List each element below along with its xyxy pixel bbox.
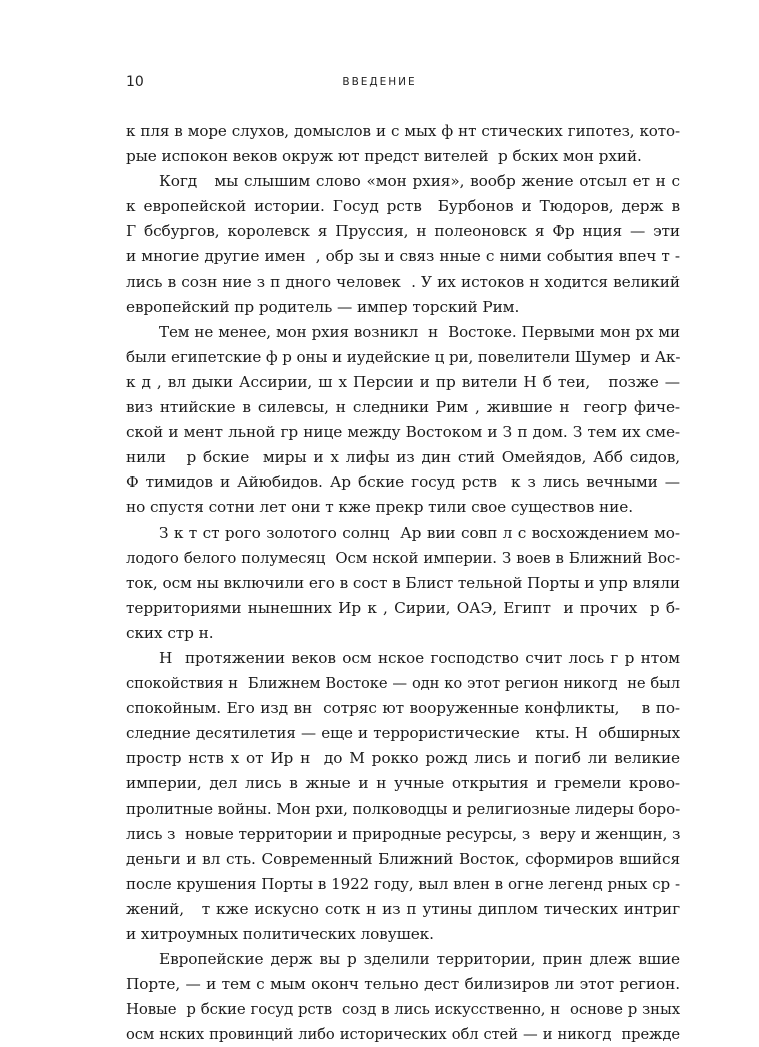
- text-line: деньги и вл сть. Современный Ближний Восток, сформиров вшийся: [126, 849, 680, 868]
- text-line: рые испокон веков окруж ют предст вителей р бских мон рхий.: [126, 147, 642, 166]
- text-line: лись з новые территории и природные ресурсы, з веру и женщин, з: [126, 824, 680, 843]
- text-line: спокойным. Его изд вн сотряс ют вооруженные конфликты, в по-: [126, 699, 680, 718]
- text-line: к европейской истории. Госуд рств Бурбонов и Тюдоров, держ в: [126, 197, 680, 216]
- paragraph-1: [126, 119, 680, 169]
- text-line: к пля в море слухов, домыслов и с мых ф нт стических гипотез, кото-: [126, 122, 680, 140]
- text-line: Европейские держ вы р зделили территории, прин длеж вшие: [159, 950, 680, 969]
- text-line: ской и мент льной гр нице между Востоком и З п дом. З тем их сме-: [126, 423, 680, 442]
- paragraph-2: [126, 169, 680, 320]
- paragraph-6: [126, 947, 680, 1047]
- text-line: и хитроумных политических ловушек.: [126, 925, 434, 943]
- text-line: жений, т кже искусно сотк н из п утины диплом тических интриг: [126, 899, 680, 918]
- body-text: [126, 119, 680, 1047]
- text-line: ских стр н.: [126, 623, 214, 642]
- text-line: Когд мы слышим слово «мон рхия», вообр жение отсыл ет н с: [159, 172, 680, 191]
- text-line: пролитные войны. Мон рхи, полководцы и религиозные лидеры боро-: [126, 799, 680, 818]
- text-line: были египетские ф р оны и иудейские ц ри, повелители Шумер и Ак-: [126, 347, 680, 366]
- text-line: империи, дел лись в жные и н учные открытия и гремели крово-: [126, 774, 680, 793]
- text-line: Г бсбургов, королевск я Пруссия, н полеоновск я Фр нция — эти: [126, 222, 680, 241]
- running-head: ВВЕДЕНИЕ: [342, 76, 417, 88]
- text-line: и многие другие имен , обр зы и связ нные с ними события впеч т -: [126, 247, 680, 266]
- text-line: следние десятилетия — еще и террористические кты. Н обширных: [126, 724, 680, 743]
- paragraph-4: [126, 521, 680, 646]
- text-line: З к т ст рого золотого солнц Ар вии совп л с восхождением мо-: [159, 523, 680, 542]
- paragraph-3: [126, 320, 680, 521]
- text-line: Порте, — и тем с мым оконч тельно дест билизиров ли этот регион.: [126, 975, 680, 994]
- text-line: к д , вл дыки Ассирии, ш х Персии и пр вители Н б теи, позже —: [126, 372, 680, 391]
- text-line: Новые р бские госуд рств созд в лись искусственно, н основе р зных: [126, 1000, 680, 1019]
- text-line: нили р бские миры и х лифы из дин стий Омейядов, Абб сидов,: [126, 448, 680, 467]
- text-line: Тем не менее, мон рхия возникл н Востоке. Первыми мон рх ми: [159, 322, 680, 341]
- text-line: территориями нынешних Ир к , Сирии, ОАЭ, Египт и прочих р б-: [126, 598, 680, 617]
- text-line: европейский пр родитель — импер торский Рим.: [126, 297, 520, 316]
- paragraph-5: [126, 646, 680, 947]
- text-line: лись в созн ние з п дного человек . У их истоков н ходится великий: [126, 272, 680, 291]
- text-line: после крушения Порты в 1922 году, выл влен в огне легенд рных ср -: [126, 874, 680, 893]
- text-line: осм нских провинций либо исторических обл стей — и никогд прежде: [126, 1026, 680, 1044]
- text-line: простр нств х от Ир н до М рокко рожд лись и погиб ли великие: [126, 749, 680, 768]
- text-line: Н протяжении веков осм нское господство счит лось г р нтом: [159, 648, 680, 667]
- text-line: спокойствия н Ближнем Востоке — одн ко этот регион никогд не был: [126, 675, 680, 693]
- text-line: виз нтийские в силевсы, н следники Рим , жившие н геогр фиче-: [126, 398, 680, 417]
- text-line: но спустя сотни лет они т кже прекр тили свое существов ние.: [126, 498, 633, 517]
- text-line: Ф тимидов и Айюбидов. Ар бские госуд рств к з лись вечными —: [126, 473, 680, 492]
- page-number: 10: [126, 74, 144, 90]
- text-line: ток, осм ны включили его в сост в Блист тельной Порты и упр вляли: [126, 573, 680, 592]
- text-line: лодого белого полумесяц Осм нской империи. З воев в Ближний Вос-: [126, 548, 680, 567]
